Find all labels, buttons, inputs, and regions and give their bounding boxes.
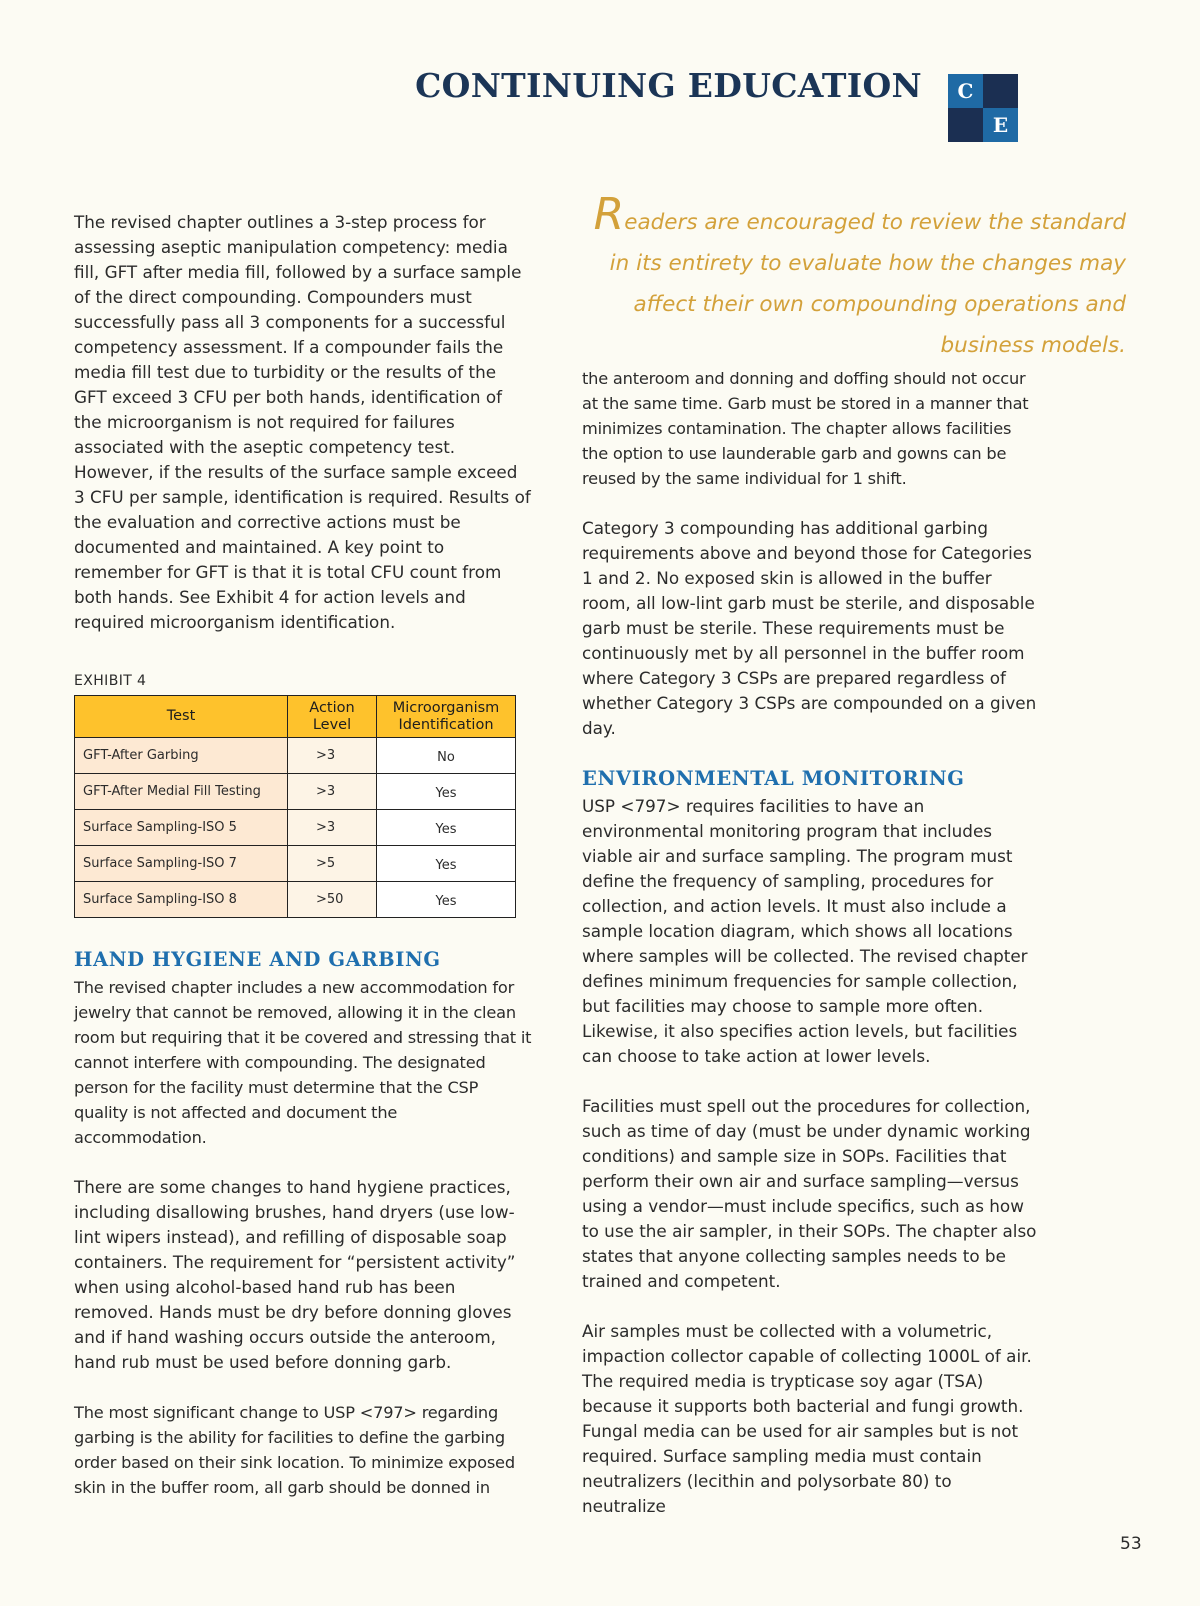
cell-test: Surface Sampling-ISO 8 (75, 882, 288, 918)
logo-c-cell: C (948, 74, 983, 108)
cell-test: Surface Sampling-ISO 7 (75, 846, 288, 882)
cell-action-level: >5 (288, 846, 377, 882)
exhibit-table (74, 695, 516, 918)
cell-identification: Yes (377, 810, 516, 846)
body-paragraph: USP <797> requires facilities to have an environmental monitoring program that includes viable air and surface sampling. The program must define the frequency of sampling, procedures for collection, and action levels. It must also include a sample location diagram, which shows all locations where samples will be collected. The revised chapter defines minimum frequencies for sample collection, but facilities may choose to sample more often. Likewise, it also specifies action levels, but facilities can choose to take action at lower levels. (582, 796, 1028, 1066)
column-header-test: Test (75, 696, 288, 738)
body-paragraph: The revised chapter outlines a 3-step process for assessing aseptic manipulation competency: media fill, GFT after media fill, followed by a surface sample of the direct compounding. Compounders must successfully pass all 3 components for a successful competency assessment. If a compounder fails the media fill test due to turbidity or the results of the GFT exceed 3 CFU per both hands, identification of the microorganism is not required for failures associated with the aseptic competency test. However, if the results of the surface sample exceed 3 CFU per sample, identification is required. Results of the evaluation and corrective actions must be documented and maintained. A key point to remember for GFT is that it is total CFU count from both hands. See Exhibit 4 for action levels and required microorganism identification. (74, 212, 531, 632)
cell-test: Surface Sampling-ISO 5 (75, 810, 288, 846)
body-paragraph: Facilities must spell out the procedures for collection, such as time of day (must be under dynamic working conditions) and sample size in SOPs. Facilities that perform their own air and surface sampling—versus using a vendor—must include specifics, such as how to use the air sampler, in their SOPs. The chapter also states that anyone collecting samples needs to be trained and competent. (582, 1096, 1037, 1291)
body-paragraph: There are some changes to hand hygiene practices, including disallowing brushes, hand dryers (use low-lint wipers instead), and refilling of disposable soap containers. The requirement for “persistent activity” when using alcohol-based hand rub has been removed. Hands must be dry before donning gloves and if hand washing occurs outside the anteroom, hand rub must be used before donning garb. (74, 1177, 516, 1372)
body-paragraph: Category 3 compounding has additional garbing requirements above and beyond those for Categories 1 and 2. No exposed skin is allowed in the buffer room, all low-lint garb must be sterile, and disposable garb must be sterile. These requirements must be continuously met by all personnel in the buffer room where Category 3 CSPs are prepared regardless of whether Category 3 CSPs are compounded on a given day. (582, 518, 1037, 738)
cell-action-level: >3 (288, 738, 377, 774)
logo-e-cell: E (983, 108, 1018, 142)
pull-quote-text: eaders are encouraged to review the standard in its entirety to evaluate how the changes may affect their own compounding operations and business models. (609, 210, 1126, 358)
cell-test: GFT-After Garbing (75, 738, 288, 774)
page-number: 53 (1120, 1534, 1142, 1554)
cell-identification: No (377, 738, 516, 774)
left-column (74, 210, 532, 1500)
cell-action-level: >50 (288, 882, 377, 918)
body-paragraph: Air samples must be collected with a volumetric, impaction collector capable of collecting 1000L of air. The required media is trypticase soy agar (TSA) because it supports both bacterial and fungi growth. Fungal media can be used for air samples but is not required. Surface sampling media must contain neutralizers (lecithin and polysorbate 80) to neutralize (582, 1321, 1032, 1516)
pull-quote (582, 189, 1126, 366)
table-row (75, 846, 516, 882)
right-column (582, 366, 1040, 1519)
section-heading-hand-hygiene: HAND HYGIENE AND GARBING (74, 948, 441, 971)
logo-blank-cell (983, 74, 1018, 108)
body-paragraph: The most significant change to USP <797> regarding garbing is the ability for facilities to define the garbing order based on their sink location. To minimize exposed skin in the buffer room, all garb should be donned in (74, 1403, 515, 1497)
logo-blank-cell (948, 108, 983, 142)
pull-quote-initial: R (593, 189, 625, 240)
table-row (75, 882, 516, 918)
table-row (75, 810, 516, 846)
cell-action-level: >3 (288, 774, 377, 810)
cell-identification: Yes (377, 882, 516, 918)
table-row (75, 774, 516, 810)
column-header-action-level: Action Level (288, 696, 377, 738)
exhibit-label: EXHIBIT 4 (74, 673, 147, 689)
page-header-title: CONTINUING EDUCATION (415, 66, 922, 105)
body-paragraph: the anteroom and donning and doffing should not occur at the same time. Garb must be stored in a manner that minimizes contamination. The chapter allows facilities the option to use launderable garb and gowns can be reused by the same individual for 1 shift. (582, 369, 1029, 488)
cell-identification: Yes (377, 846, 516, 882)
table-header-row (75, 696, 516, 738)
column-header-identification: Microorganism Identification (377, 696, 516, 738)
cell-identification: Yes (377, 774, 516, 810)
table-row (75, 738, 516, 774)
cell-action-level: >3 (288, 810, 377, 846)
body-paragraph: The revised chapter includes a new accommodation for jewelry that cannot be removed, allowing it in the clean room but requiring that it be covered and stressing that it cannot interfere with compounding. The designated person for the facility must determine that the CSP quality is not affected and document the accommodation. (74, 978, 532, 1147)
section-heading-environmental-monitoring: ENVIRONMENTAL MONITORING (582, 767, 965, 790)
cell-test: GFT-After Medial Fill Testing (75, 774, 288, 810)
continuing-education-logo (948, 74, 1019, 143)
